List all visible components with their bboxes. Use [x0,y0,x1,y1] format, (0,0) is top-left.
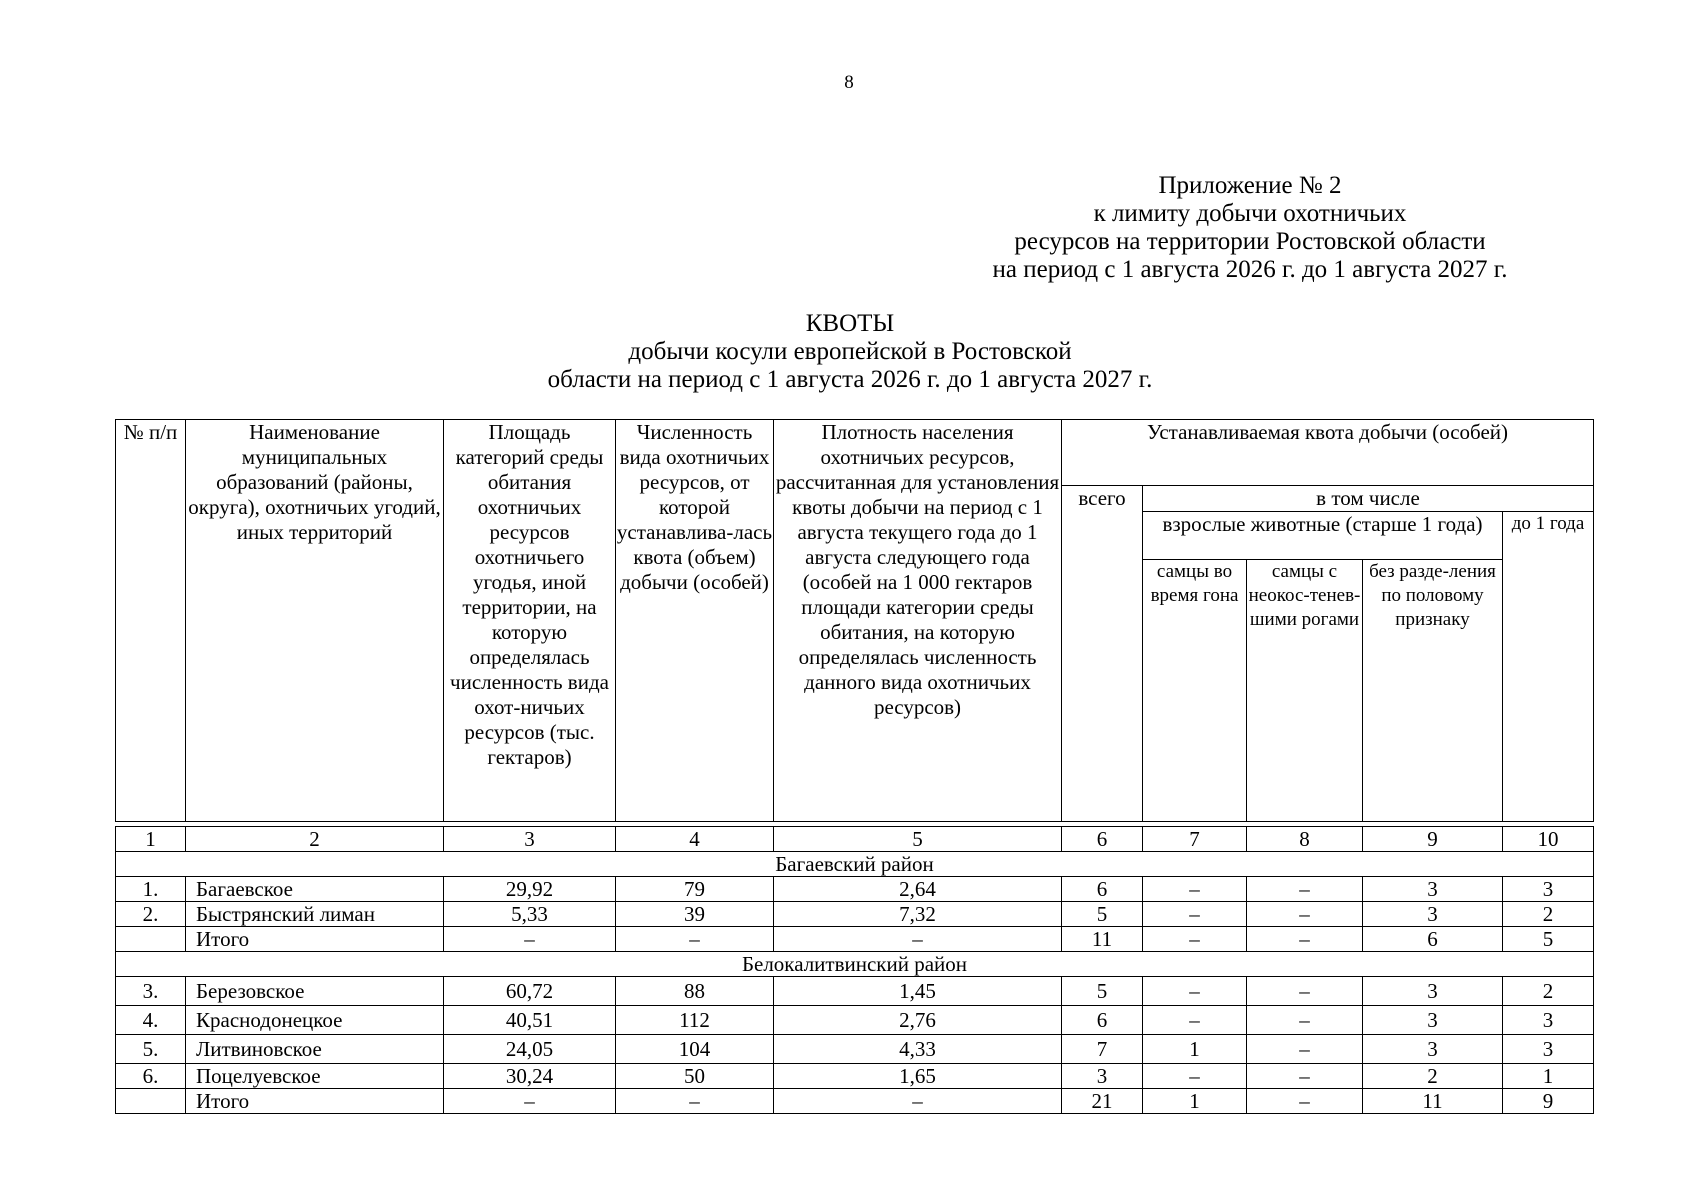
population-value: 79 [616,877,774,902]
density-value: 4,33 [774,1035,1062,1064]
area-value: – [444,1089,616,1114]
no-sex-value: 3 [1363,1035,1503,1064]
appendix-line-2: к лимиту добычи охотничьих [1093,200,1407,227]
no-sex-value: 3 [1363,902,1503,927]
header-no-sex: без разде-ления по половому признаку [1363,560,1503,822]
no-sex-value: 3 [1363,877,1503,902]
quota-table-header [115,419,1594,822]
header-population: Численность вида охотничьих ресурсов, от которой устанавлива-лась квота (объем) добычи (особей) [616,420,774,822]
area-value: 5,33 [444,902,616,927]
density-value: 2,76 [774,1006,1062,1035]
males-antlers-value: – [1247,877,1363,902]
area-value: 30,24 [444,1064,616,1089]
males-rut-value: – [1143,927,1247,952]
row-number [116,1089,186,1114]
total-row [116,1089,1594,1114]
column-number: 5 [774,827,1062,852]
table-row [116,1064,1594,1089]
table-row [116,902,1594,927]
title-line-1: КВОТЫ [805,310,895,337]
males-rut-value: – [1143,1006,1247,1035]
column-number: 9 [1363,827,1503,852]
row-number: 6. [116,1064,186,1089]
column-number: 4 [616,827,774,852]
district-row [116,952,1594,977]
row-number: 3. [116,977,186,1006]
males-antlers-value: – [1247,1006,1363,1035]
total-quota-value: 5 [1062,977,1143,1006]
row-number: 1. [116,877,186,902]
header-total: всего [1062,486,1143,822]
appendix-line-4: на период с 1 августа 2026 г. до 1 августа 2027 г. [992,256,1508,283]
header-area: Площадь категорий среды обитания охотничьих ресурсов охотничьего угодья, иной территории, на которую определялась численность вида охот-ничьих ресурсов (тыс. гектаров) [444,420,616,822]
column-number: 8 [1247,827,1363,852]
no-sex-value: 3 [1363,1006,1503,1035]
row-number: 5. [116,1035,186,1064]
header-density: Плотность населения охотничьих ресурсов, рассчитанная для установления квоты добычи на период с 1 августа текущего года до 1 августа следующего года (особей на 1 000 гектаров площади категории среды обитания, на которую определялась численность данного вида охотничьих ресурсов) [774,420,1062,822]
header-name: Наименование муниципальных образований (районы, округа), охотничьих угодий, иных территорий [186,420,444,822]
total-label: Итого [186,927,444,952]
column-number: 7 [1143,827,1247,852]
density-value: – [774,1089,1062,1114]
hunting-ground-name: Литвиновское [186,1035,444,1064]
males-antlers-value: – [1247,927,1363,952]
population-value: 104 [616,1035,774,1064]
total-quota-value: 6 [1062,1006,1143,1035]
males-rut-value: – [1143,877,1247,902]
males-antlers-value: – [1247,977,1363,1006]
under-1-year-value: 3 [1503,1006,1594,1035]
density-value: 7,32 [774,902,1062,927]
table-body [116,827,1594,1114]
under-1-year-value: 3 [1503,877,1594,902]
title-line-2: добычи косули европейской в Ростовской [628,338,1072,365]
district-name: Белокалитвинский район [116,952,1594,977]
header-quota: Устанавливаемая квота добычи (особей) [1062,420,1594,486]
document-title [340,310,1360,394]
header-males-rut: самцы во время гона [1143,560,1247,822]
hunting-ground-name: Поцелуевское [186,1064,444,1089]
appendix-header [900,172,1600,284]
population-value: 88 [616,977,774,1006]
males-rut-value: 1 [1143,1089,1247,1114]
quota-table-body [115,826,1594,1114]
total-row [116,927,1594,952]
header-adults: взрослые животные (старше 1 года) [1143,512,1503,560]
appendix-line-1: Приложение № 2 [1158,172,1342,199]
density-value: 2,64 [774,877,1062,902]
column-number: 1 [116,827,186,852]
under-1-year-value: 5 [1503,927,1594,952]
total-quota-value: 7 [1062,1035,1143,1064]
header-num: № п/п [116,420,186,822]
row-number: 4. [116,1006,186,1035]
total-quota-value: 3 [1062,1064,1143,1089]
table-row [116,977,1594,1006]
no-sex-value: 6 [1363,927,1503,952]
hunting-ground-name: Багаевское [186,877,444,902]
row-number: 2. [116,902,186,927]
area-value: 40,51 [444,1006,616,1035]
page-number: 8 [844,72,854,93]
males-antlers-value: – [1247,1035,1363,1064]
population-value: – [616,927,774,952]
no-sex-value: 2 [1363,1064,1503,1089]
no-sex-value: 11 [1363,1089,1503,1114]
males-antlers-value: – [1247,1089,1363,1114]
total-quota-value: 11 [1062,927,1143,952]
district-name: Багаевский район [116,852,1594,877]
header-males-antlers: самцы с неокос-тенев-шими рогами [1247,560,1363,822]
column-number: 6 [1062,827,1143,852]
column-numbers-row [116,827,1594,852]
density-value: – [774,927,1062,952]
total-quota-value: 6 [1062,877,1143,902]
under-1-year-value: 2 [1503,902,1594,927]
males-antlers-value: – [1247,1064,1363,1089]
column-number: 2 [186,827,444,852]
males-rut-value: 1 [1143,1035,1247,1064]
total-quota-value: 21 [1062,1089,1143,1114]
header-including: в том числе [1143,486,1594,512]
density-value: 1,45 [774,977,1062,1006]
table-row [116,877,1594,902]
under-1-year-value: 1 [1503,1064,1594,1089]
total-label: Итого [186,1089,444,1114]
under-1-year-value: 9 [1503,1089,1594,1114]
area-value: 60,72 [444,977,616,1006]
district-row [116,852,1594,877]
under-1-year-value: 3 [1503,1035,1594,1064]
area-value: – [444,927,616,952]
no-sex-value: 3 [1363,977,1503,1006]
population-value: 112 [616,1006,774,1035]
hunting-ground-name: Краснодонецкое [186,1006,444,1035]
area-value: 24,05 [444,1035,616,1064]
hunting-ground-name: Быстрянский лиман [186,902,444,927]
hunting-ground-name: Березовское [186,977,444,1006]
row-number [116,927,186,952]
population-value: 39 [616,902,774,927]
appendix-line-3: ресурсов на территории Ростовской области [1014,228,1486,255]
column-number: 10 [1503,827,1594,852]
males-antlers-value: – [1247,902,1363,927]
header-under-1-year: до 1 года [1503,512,1594,822]
males-rut-value: – [1143,1064,1247,1089]
population-value: – [616,1089,774,1114]
table-row [116,1006,1594,1035]
column-number: 3 [444,827,616,852]
total-quota-value: 5 [1062,902,1143,927]
density-value: 1,65 [774,1064,1062,1089]
males-rut-value: – [1143,902,1247,927]
population-value: 50 [616,1064,774,1089]
table-row [116,1035,1594,1064]
title-line-3: области на период с 1 августа 2026 г. до 1 августа 2027 г. [547,366,1153,393]
under-1-year-value: 2 [1503,977,1594,1006]
males-rut-value: – [1143,977,1247,1006]
area-value: 29,92 [444,877,616,902]
